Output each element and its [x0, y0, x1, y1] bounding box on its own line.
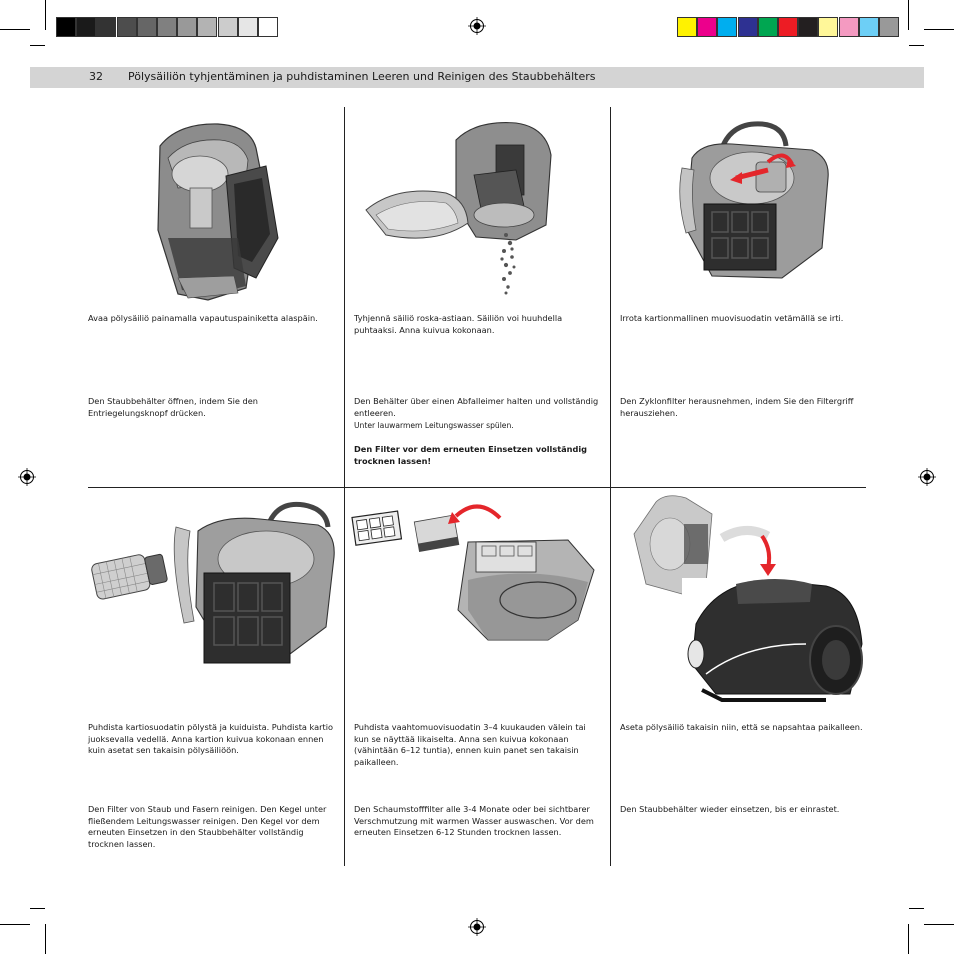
crop-mark	[30, 908, 45, 909]
step-4-text-fi: Puhdista kartiosuodatin pölystä ja kuiduista. Puhdista kartio juoksevalla vedellä. Anna kartion kuivua kokonaan ennen kuin asetat sen takaisin pölysäiliöön.	[88, 722, 334, 756]
step-5-text-fi: Puhdista vaahtomuovisuodatin 3–4 kuukauden välein tai kun se näyttää likaiselta. Anna sen kuivua kokonaan (vähintään 6–12 tuntia), ennen kuin panet sen takaisin paikalleen.	[354, 722, 586, 767]
row-divider	[88, 487, 866, 488]
column-divider	[344, 107, 345, 488]
color-swatch	[96, 17, 116, 37]
cone-filter-illustration	[90, 497, 340, 669]
step-2-text-fi: Tyhjennä säiliö roska-astiaan. Säiliön voi huuhdella puhtaaksi. Anna kuivua kokonaan.	[354, 313, 563, 335]
color-swatch	[839, 17, 859, 37]
color-swatch	[818, 17, 838, 37]
color-swatch	[738, 17, 758, 37]
crop-mark	[45, 0, 46, 30]
page-number: 32	[89, 70, 103, 83]
color-swatch	[859, 17, 879, 37]
step-3-text-de: Den Zyklonfilter herausnehmen, indem Sie den Filtergriff herausziehen.	[620, 396, 854, 418]
color-swatch	[258, 17, 278, 37]
registration-mark-icon	[468, 17, 486, 35]
step-6-text-de: Den Staubbehälter wieder einsetzen, bis er einrastet.	[620, 804, 840, 814]
emptying-container-illustration	[356, 115, 566, 300]
step-2-text-de: Den Behälter über einen Abfalleimer halten und vollständig entleeren.	[354, 396, 599, 418]
page-title: Pölysäiliön tyhjentäminen ja puhdistaminen Leeren und Reinigen des Staubbehälters	[128, 70, 596, 83]
color-swatch	[758, 17, 778, 37]
column-divider	[610, 107, 611, 488]
crop-mark	[45, 924, 46, 954]
step-1-text-fi: Avaa pölysäiliö painamalla vapautuspainiketta alaspäin.	[88, 313, 318, 323]
step-2-text-de-warning: Den Filter vor dem erneuten Einsetzen vollständig trocknen lassen!	[354, 444, 587, 466]
crop-mark	[0, 924, 30, 925]
color-swatch	[76, 17, 96, 37]
step-6-text-fi: Aseta pölysäiliö takaisin niin, että se napsahtaa paikalleen.	[620, 722, 863, 732]
color-swatch	[717, 17, 737, 37]
column-divider	[610, 488, 611, 866]
color-swatch	[177, 17, 197, 37]
color-swatch	[56, 17, 76, 37]
crop-mark	[909, 45, 924, 46]
step-5-text-de: Den Schaumstofffilter alle 3-4 Monate oder bei sichtbarer Verschmutzung mit warmen Wasser auswaschen. Vor dem erneuten Einsetzen 6-12 Stunden trocknen lassen.	[354, 804, 594, 838]
color-swatch	[157, 17, 177, 37]
color-swatch	[798, 17, 818, 37]
crop-mark	[924, 29, 954, 30]
crop-mark	[30, 45, 45, 46]
foam-filter-illustration	[348, 500, 602, 662]
registration-mark-icon	[468, 918, 486, 936]
step-3-text-fi: Irrota kartionmallinen muovisuodatin vetämällä se irti.	[620, 313, 844, 323]
color-swatch	[137, 17, 157, 37]
crop-mark	[908, 0, 909, 30]
registration-mark-icon	[918, 468, 936, 486]
crop-mark	[908, 924, 909, 954]
column-divider	[344, 488, 345, 866]
color-swatch	[697, 17, 717, 37]
step-2-text-de-note: Unter lauwarmem Leitungswasser spülen.	[354, 421, 514, 430]
color-swatch	[218, 17, 238, 37]
color-swatch	[677, 17, 697, 37]
cyclone-filter-removal-illustration	[672, 118, 834, 283]
crop-mark	[0, 29, 30, 30]
color-swatch	[879, 17, 899, 37]
crop-mark	[909, 908, 924, 909]
color-swatch	[238, 17, 258, 37]
step-4-text-de: Den Filter von Staub und Fasern reinigen. Den Kegel unter fließendem Leitungswasser reinigen. Den Kegel vor dem erneuten Einsetzen in den Staubbehälter vollständig trocknen lassen.	[88, 804, 327, 849]
registration-mark-icon	[18, 468, 36, 486]
open-dust-container-illustration	[138, 118, 288, 303]
crop-mark	[924, 924, 954, 925]
header-bar	[30, 67, 924, 88]
color-swatch	[197, 17, 217, 37]
step-1-text-de: Den Staubbehälter öffnen, indem Sie den Entriegelungsknopf drücken.	[88, 396, 258, 418]
color-swatch	[117, 17, 137, 37]
color-swatch	[778, 17, 798, 37]
reinsert-container-illustration	[626, 494, 870, 710]
